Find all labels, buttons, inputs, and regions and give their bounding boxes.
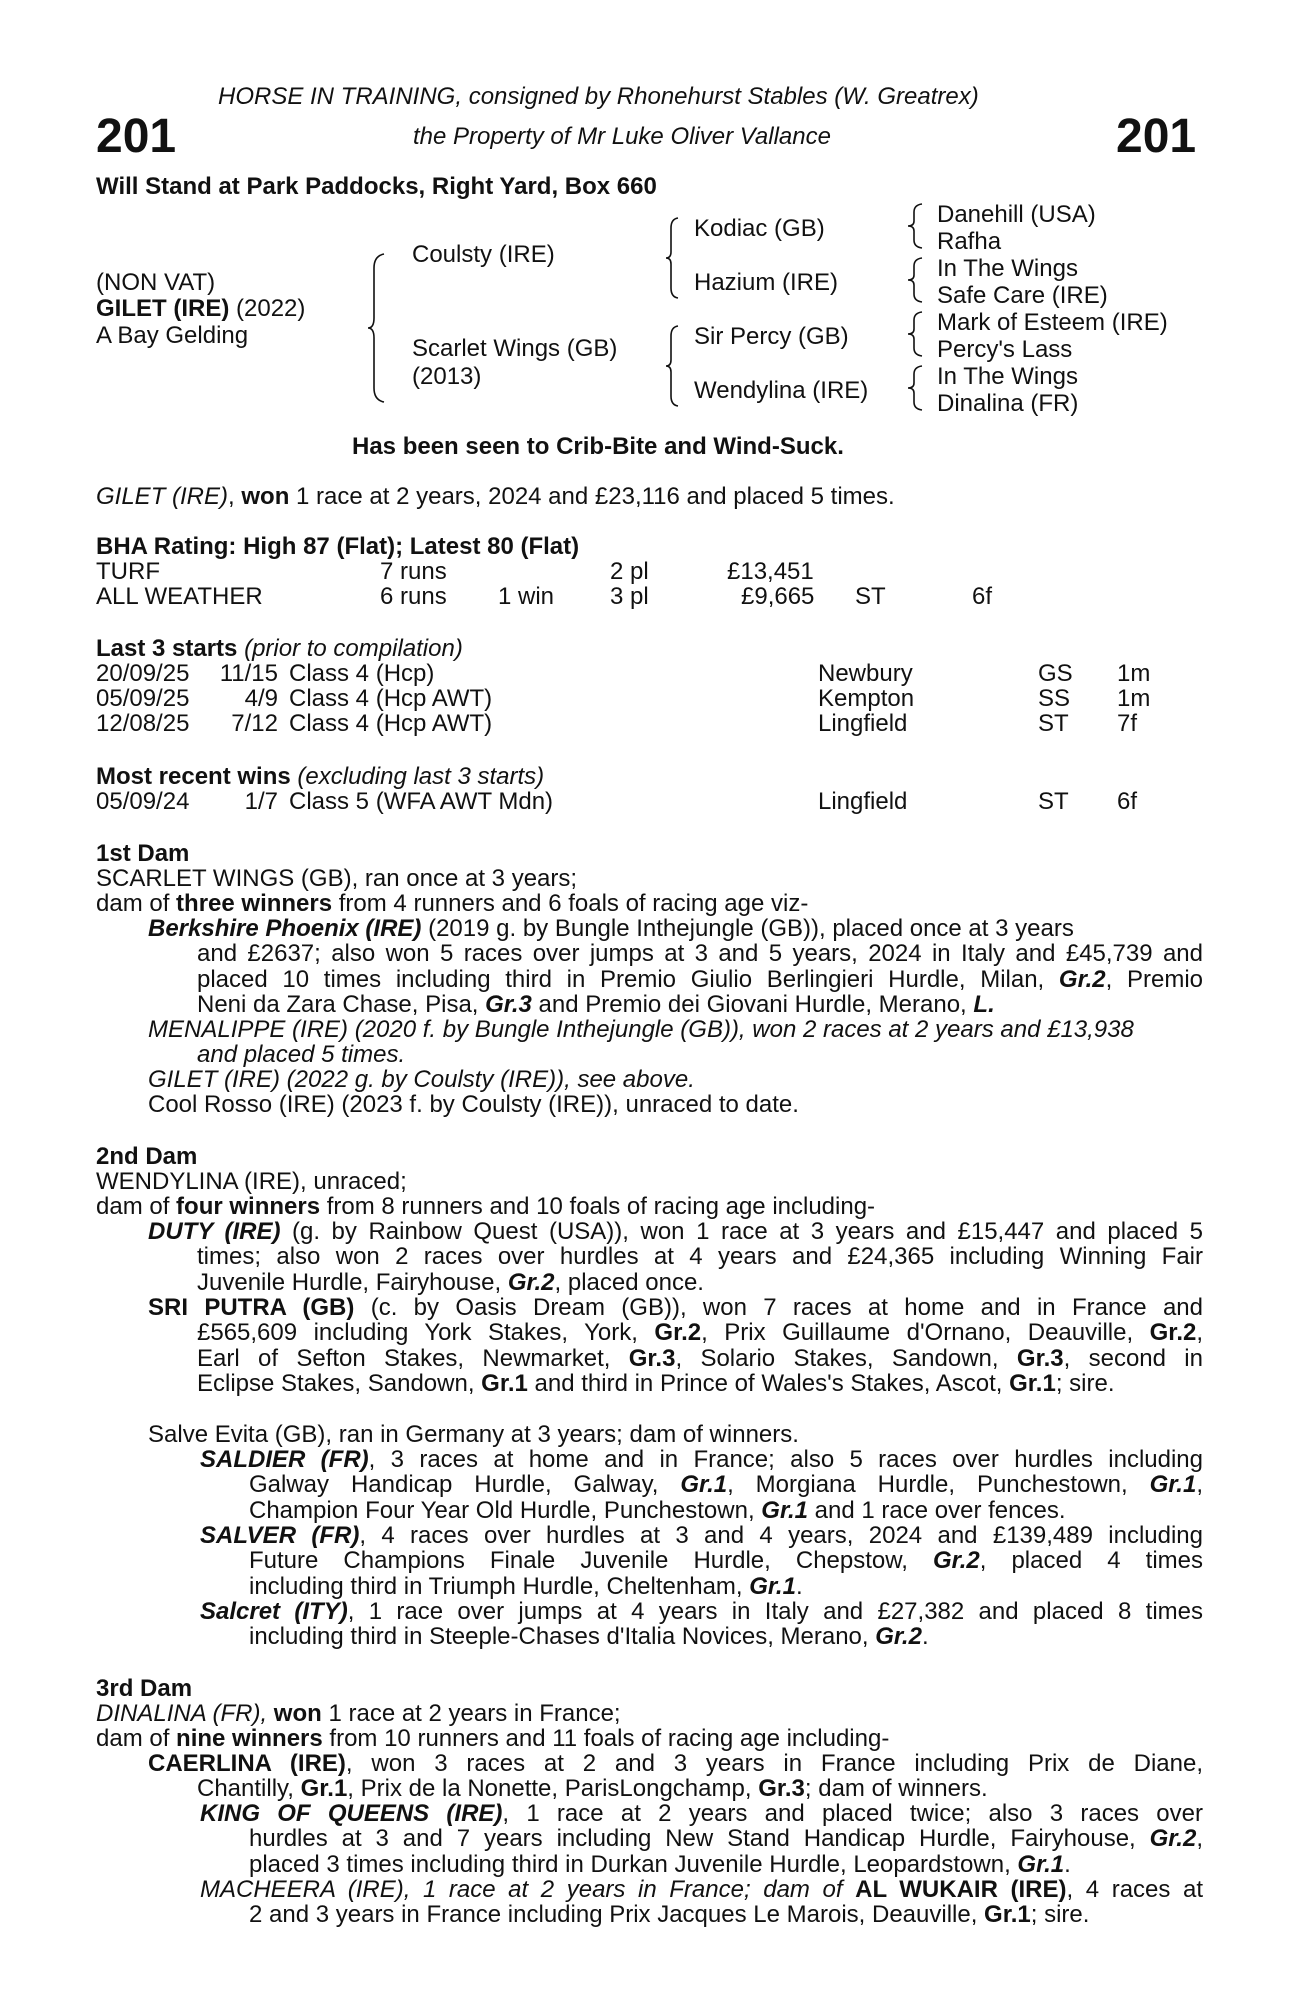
start-position: 7/12 [231,710,278,737]
start-going: GS [1038,660,1073,687]
header-line2: the Property of Mr Luke Oliver Vallance [413,123,831,150]
vat-status: (NON VAT) [96,269,216,296]
pedigree-sire: Coulsty (IRE) [412,241,555,268]
last3-note: (prior to compilation) [244,635,463,662]
pedigree-dam: Scarlet Wings (GB) [412,335,618,362]
start-course: Kempton [818,685,915,712]
win-course: Lingfield [818,788,908,815]
recent-wins-heading [96,764,544,790]
winners-count: nine winners [176,1725,323,1752]
progeny-salcret: Salcret (ITY), 1 race over jumps at 4 years in Italy and £27,382 and placed 8 times [200,1598,1203,1625]
pedigree-brace-sd [906,256,924,304]
win-distance: 6f [1117,788,1138,815]
progeny-macheera: MACHEERA (IRE), 1 race at 2 years in France; dam of AL WUKAIR (IRE), 4 races at [200,1876,1203,1903]
first-dam-progeny-2-cont: and placed 5 times. [197,1041,406,1068]
horse-year: (2022) [236,295,306,322]
pedigree-brace-sire [664,216,680,300]
header-line1: HORSE IN TRAINING, consigned by Rhonehurst Stables (W. Greatrex) [218,83,979,110]
start-distance: 7f [1117,710,1138,737]
bha-runs: 6 runs [380,583,447,610]
start-date: 12/08/25 [96,710,190,737]
start-distance: 1m [1117,685,1151,712]
pedigree-brace-ds [906,310,924,358]
start-course: Lingfield [818,710,908,737]
winners-count: three winners [176,890,333,917]
pedigree-ddd: Dinalina (FR) [937,390,1079,417]
horse-description: A Bay Gelding [96,322,249,349]
progeny-saldier-cont: Galway Handicap Hurdle, Galway, Gr.1, Morgiana Hurdle, Punchestown, Gr.1, Champion Four Year Old Hurdle, Punchestown, Gr.1 and 1 race over fences. [249,1471,1203,1524]
pedigree-dam-sire: Sir Percy (GB) [694,323,849,350]
pedigree-dss: Mark of Esteem (IRE) [937,309,1168,336]
stand-location: Will Stand at Park Paddocks, Right Yard, Box 660 [96,173,657,200]
race-summary: GILET (IRE), won 1 race at 2 years, 2024 and £23,116 and placed 5 times. [96,483,895,510]
third-dam-produce: dam of nine winners from 10 runners and 11 foals of racing age including- [96,1725,890,1752]
third-dam-title: 3rd Dam [96,1675,193,1702]
bha-rating: BHA Rating: High 87 (Flat); Latest 80 (Flat) [96,533,580,560]
winners-count: four winners [176,1193,321,1220]
third-dam-line: DINALINA (FR), won 1 race at 2 years in France; [96,1700,621,1727]
progeny-caerlina: CAERLINA (IRE), won 3 races at 2 and 3 years in France including Prix de Diane, [148,1750,1203,1777]
second-dam-title: 2nd Dam [96,1143,198,1170]
summary-rest: 1 race at 2 years, 2024 and £23,116 and placed 5 times. [296,483,895,510]
last3-heading [96,636,463,662]
start-date: 05/09/25 [96,685,190,712]
progeny-sri-putra-cont: £565,609 including York Stakes, York, Gr.2, Prix Guillaume d'Ornano, Deauville, Gr.2, Earl of Sefton Stakes, Newmarket, Gr.3, Solario Stakes, Sandown, Gr.3, second in Eclipse Stakes, Sandown, Gr.1 and third in Prince of Wales's Stakes, Ascot, Gr.1; sire. [197,1319,1204,1397]
recent-title: Most recent wins [96,763,291,790]
first-dam-produce: dam of three winners from 4 runners and 6 foals of racing age viz- [96,890,809,917]
bha-distance: 6f [972,583,993,610]
pedigree-brace-ss [906,202,924,250]
progeny-king-of-queens-cont: hurdles at 3 and 7 years including New Stand Handicap Hurdle, Fairyhouse, Gr.2, placed 3 times including third in Durkan Juvenile Hurdle, Leopardstown, Gr.1. [249,1825,1203,1878]
bha-going: ST [855,583,886,610]
pedigree-dsd: Percy's Lass [937,336,1073,363]
bha-surface: ALL WEATHER [96,583,263,610]
summary-horse-name: GILET (IRE) [96,483,229,510]
bha-prize: £13,451 [727,558,814,585]
progeny-macheera-cont: 2 and 3 years in France including Prix Jacques Le Marois, Deauville, Gr.1; sire. [249,1901,1090,1928]
pedigree-dam-year: (2013) [412,363,482,390]
bha-surface: TURF [96,558,160,585]
first-dam-progeny-1: Berkshire Phoenix (IRE) (2019 g. by Bungle Inthejungle (GB)), placed once at 3 years [148,915,1074,942]
second-dam-line: WENDYLINA (IRE), unraced; [96,1168,407,1195]
start-distance: 1m [1117,660,1151,687]
bha-placed: 3 pl [610,583,649,610]
pedigree-sss: Danehill (USA) [937,201,1096,228]
start-race: Class 4 (Hcp AWT) [289,685,493,712]
lot-number-right: 201 [1116,110,1197,163]
start-position: 4/9 [244,685,278,712]
bha-placed: 2 pl [610,558,649,585]
start-race: Class 4 (Hcp) [289,660,435,687]
pedigree-brace-main [366,252,388,404]
first-dam-progeny-4: Cool Rosso (IRE) (2023 f. by Coulsty (IRE)), unraced to date. [148,1091,799,1118]
pedigree-dds: In The Wings [937,363,1078,390]
progeny-saldier: SALDIER (FR), 3 races at home and in France; also 5 races over hurdles including [200,1446,1203,1473]
start-going: ST [1038,710,1069,737]
progeny-duty: DUTY (IRE) (g. by Rainbow Quest (USA)), won 1 race at 3 years and £15,447 and placed 5 [148,1218,1204,1245]
start-course: Newbury [818,660,913,687]
second-dam-produce: dam of four winners from 8 runners and 10 foals of racing age including- [96,1193,876,1220]
bha-runs: 7 runs [380,558,447,585]
lot-number-left: 201 [96,110,177,163]
progeny-king-of-queens: KING OF QUEENS (IRE), 1 race at 2 years and placed twice; also 3 races over [200,1800,1203,1827]
first-dam-line: SCARLET WINGS (GB), ran once at 3 years; [96,865,578,892]
first-dam-progeny-2: MENALIPPE (IRE) (2020 f. by Bungle Inthejungle (GB)), won 2 races at 2 years and £13,938 [148,1016,1134,1043]
first-dam-title: 1st Dam [96,840,190,867]
pedigree-sire-dam: Hazium (IRE) [694,269,839,296]
win-date: 05/09/24 [96,788,190,815]
bha-wins: 1 win [498,583,555,610]
progeny-duty-cont: times; also won 2 races over hurdles at 4 years and £24,365 including Winning Fair Juvenile Hurdle, Fairyhouse, Gr.2, placed once. [197,1243,1203,1296]
last3-title: Last 3 starts [96,635,238,662]
progeny-salver-cont: Future Champions Finale Juvenile Hurdle, Chepstow, Gr.2, placed 4 times including third in Triumph Hurdle, Cheltenham, Gr.1. [249,1547,1203,1600]
progeny-salve-evita: Salve Evita (GB), ran in Germany at 3 years; dam of winners. [148,1421,799,1448]
progeny-sri-putra: SRI PUTRA (GB) (c. by Oasis Dream (GB)), won 7 races at home and in France and [148,1294,1203,1321]
pedigree-brace-dd [906,364,924,412]
progeny-salver: SALVER (FR), 4 races over hurdles at 3 and 4 years, 2024 and £139,489 including [200,1522,1203,1549]
first-dam-progeny-1-cont: and £2637; also won 5 races over jumps at 3 and 5 years, 2024 in Italy and £45,739 and placed 10 times including third in Premio Giulio Berlingieri Hurdle, Milan, Gr.2, Premio Neni da Zara Chase, Pisa, Gr.3 and Premio dei Giovani Hurdle, Merano, L. [197,940,1204,1018]
vice-notice: Has been seen to Crib-Bite and Wind-Suck. [352,433,844,460]
start-position: 11/15 [219,660,278,687]
win-race: Class 5 (WFA AWT Mdn) [289,788,554,815]
summary-won: won [241,483,290,510]
win-position: 1/7 [244,788,278,815]
pedigree-brace-dam [664,324,680,408]
start-date: 20/09/25 [96,660,190,687]
pedigree-sire-sire: Kodiac (GB) [694,215,825,242]
bha-prize: £9,665 [741,583,815,610]
progeny-caerlina-cont: Chantilly, Gr.1, Prix de la Nonette, ParisLongchamp, Gr.3; dam of winners. [197,1775,988,1802]
pedigree-sdd: Safe Care (IRE) [937,282,1108,309]
recent-note: (excluding last 3 starts) [297,763,545,790]
horse-title [96,296,305,322]
pedigree-dam-dam: Wendylina (IRE) [694,377,869,404]
progeny-name: Berkshire Phoenix (IRE) [148,915,422,942]
start-going: SS [1038,685,1071,712]
pedigree-ssd: Rafha [937,228,1002,255]
progeny-salcret-cont: including third in Steeple-Chases d'Italia Novices, Merano, Gr.2. [249,1623,929,1650]
win-going: ST [1038,788,1069,815]
first-dam-progeny-3: GILET (IRE) (2022 g. by Coulsty (IRE)), see above. [148,1066,695,1093]
pedigree-sds: In The Wings [937,255,1078,282]
start-race: Class 4 (Hcp AWT) [289,710,493,737]
horse-name: GILET (IRE) [96,295,230,322]
